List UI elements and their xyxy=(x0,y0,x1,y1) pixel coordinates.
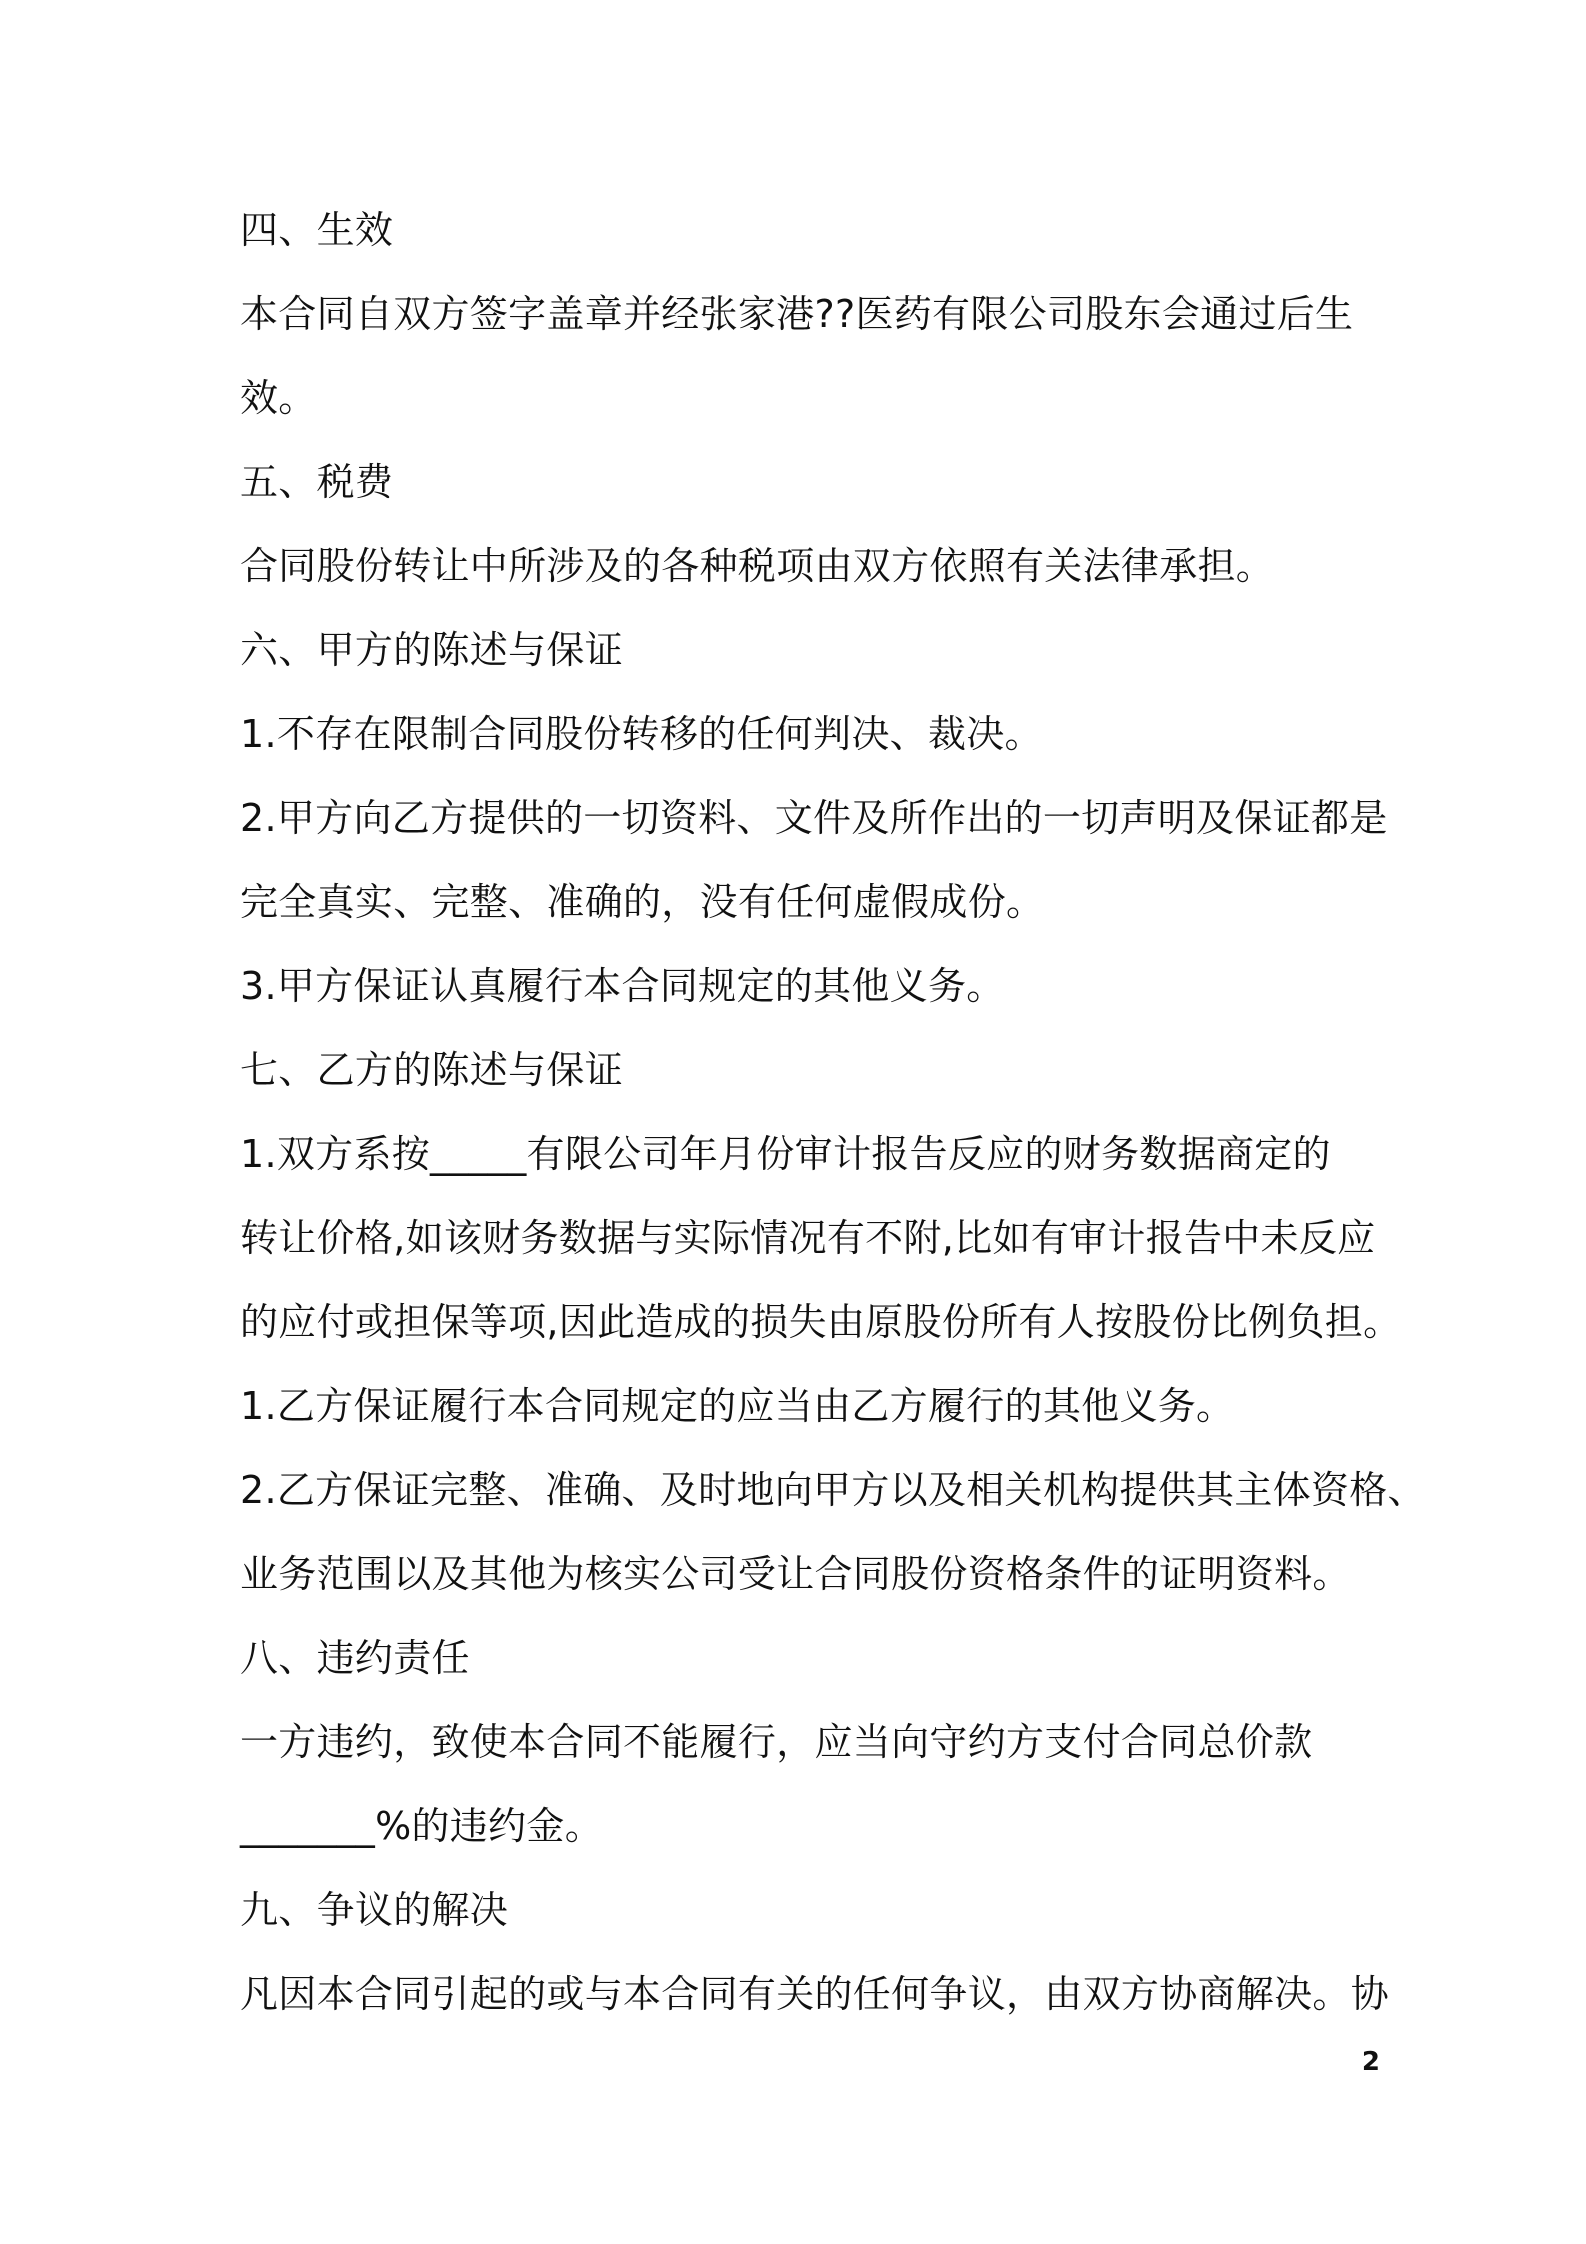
paragraph-line: 2.乙方保证完整、准确、及时地向甲方以及相关机构提供其主体资格、 xyxy=(240,1468,1426,1512)
paragraph-line: 2.甲方向乙方提供的一切资料、文件及所作出的一切声明及保证都是 xyxy=(240,796,1388,840)
paragraph-line: 本合同自双方签字盖章并经张家港??医药有限公司股东会通过后生 xyxy=(240,292,1354,336)
section-heading-effectiveness: 四、生效 xyxy=(240,208,394,252)
paragraph-line: 1.双方系按_____有限公司年月份审计报告反应的财务数据商定的 xyxy=(240,1132,1331,1176)
paragraph-line: 1.乙方保证履行本合同规定的应当由乙方履行的其他义务。 xyxy=(240,1384,1235,1428)
paragraph-line: 的应付或担保等项,因此造成的损失由原股份所有人按股份比例负担。 xyxy=(240,1300,1402,1344)
page-number: 2 xyxy=(1361,2047,1380,2077)
section-heading-dispute-resolution: 九、争议的解决 xyxy=(240,1888,509,1932)
section-heading-party-a-representations: 六、甲方的陈述与保证 xyxy=(240,628,624,672)
paragraph-line: 1.不存在限制合同股份转移的任何判决、裁决。 xyxy=(240,712,1043,756)
paragraph-line: 业务范围以及其他为核实公司受让合同股份资格条件的证明资料。 xyxy=(240,1552,1351,1596)
section-heading-liability: 八、违约责任 xyxy=(240,1636,470,1680)
paragraph-line: 转让价格,如该财务数据与实际情况有不附,比如有审计报告中未反应 xyxy=(240,1216,1376,1260)
paragraph-line: 凡因本合同引起的或与本合同有关的任何争议，由双方协商解决。协 xyxy=(240,1972,1390,2016)
paragraph-line: _______%的违约金。 xyxy=(240,1804,604,1848)
paragraph-line: 完全真实、完整、准确的，没有任何虚假成份。 xyxy=(240,880,1045,924)
section-heading-party-b-representations: 七、乙方的陈述与保证 xyxy=(240,1048,624,1092)
paragraph-line: 3.甲方保证认真履行本合同规定的其他义务。 xyxy=(240,964,1005,1008)
paragraph-line: 合同股份转让中所涉及的各种税项由双方依照有关法律承担。 xyxy=(240,544,1275,588)
section-heading-taxes: 五、税费 xyxy=(240,460,394,504)
paragraph-line: 效。 xyxy=(240,376,317,420)
paragraph-line: 一方违约，致使本合同不能履行，应当向守约方支付合同总价款 xyxy=(240,1720,1313,1764)
